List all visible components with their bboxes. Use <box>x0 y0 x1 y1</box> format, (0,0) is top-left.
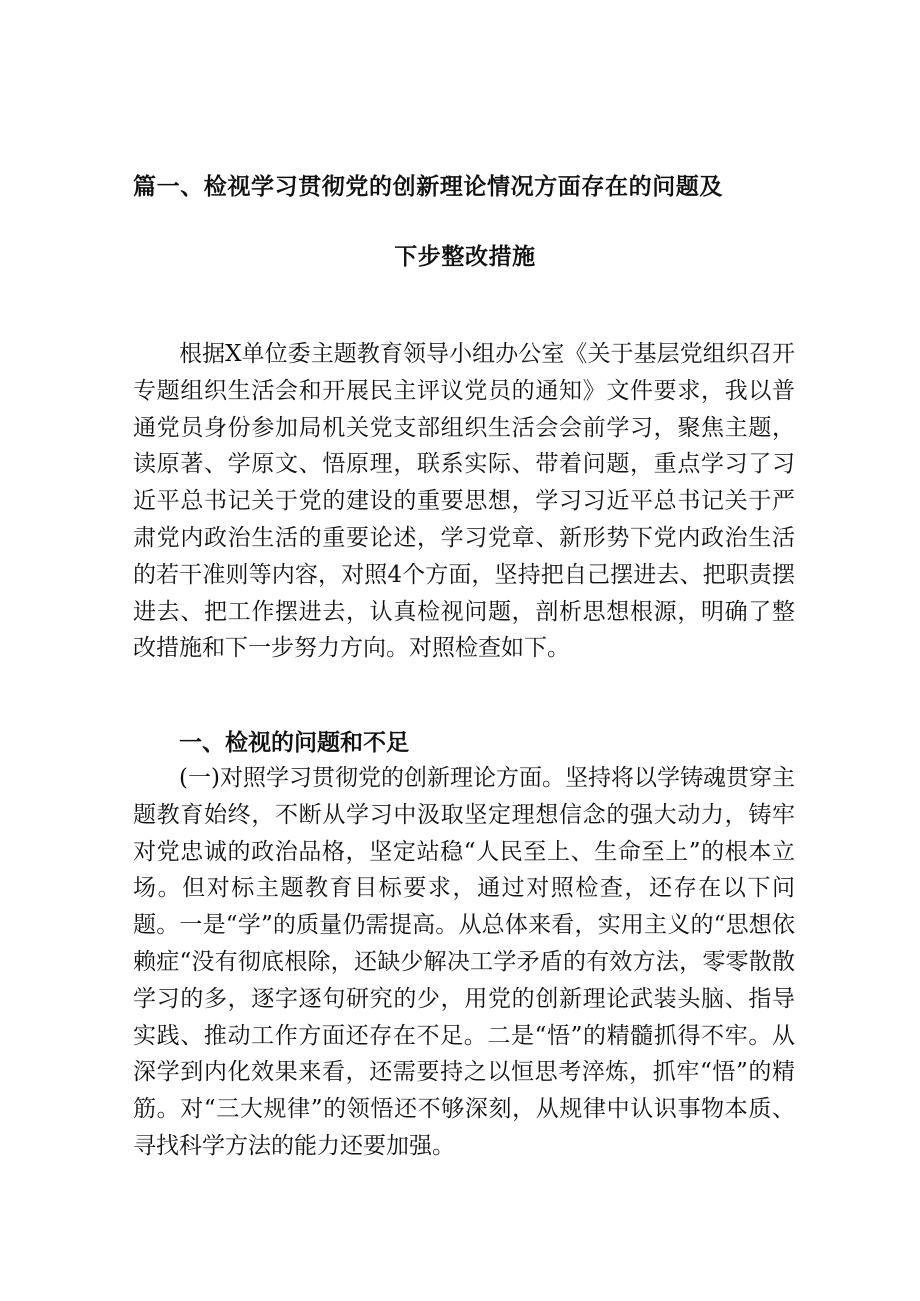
section-heading: 一、检视的问题和不足 <box>179 729 409 756</box>
section-paragraph: (一)对照学习贯彻党的创新理论方面。坚持将以学铸魂贯穿主题教育始终，不断从学习中汲取坚定理想信念的强大动力，铸牢对党忠诚的政治品格，坚定站稳“人民至上、生命至上”的根本立场。但对标主题教育目标要求，通过对照检查，还存在以下问题。一是“学”的质量仍需提高。从总体来看，实用主义的“思想依赖症“没有彻底根除，还缺少解决工学矛盾的有效方法，零零散散学习的多，逐字逐句研究的少，用党的创新理论武装头脑、指导实践、推动工作方面还存在不足。二是“悟”的精髓抓得不牢。从深学到内化效果来看，还需要持之以恒思考淬炼，抓牢“悟”的精筋。对“三大规律”的领悟还不够深刻，从规律中认识事物本质、寻找科学方法的能力还要加强。 <box>133 765 795 1159</box>
intro-paragraph: 根据X单位委主题教育领导小组办公室《关于基层党组织召开专题组织生活会和开展民主评议党员的通知》文件要求，我以普通党员身份参加局机关党支部组织生活会会前学习，聚焦主题，读原著、学原文、悟原理，联系实际、带着问题，重点学习了习近平总书记关于党的建设的重要思想，学习习近平总书记关于严肃党内政治生活的重要论述，学习党章、新形势下党内政治生活的若干准则等内容，对照4个方面，坚持把自己摆进去、把职责摆进去、把工作摆进去，认真检视问题，剖析思想根源，明确了整改措施和下一步努力方向。对照检查如下。 <box>133 341 795 662</box>
document-title-line-2: 下步整改措施 <box>394 243 536 270</box>
document-title-line-1: 篇一、检视学习贯彻党的创新理论情况方面存在的问题及 <box>133 173 723 200</box>
